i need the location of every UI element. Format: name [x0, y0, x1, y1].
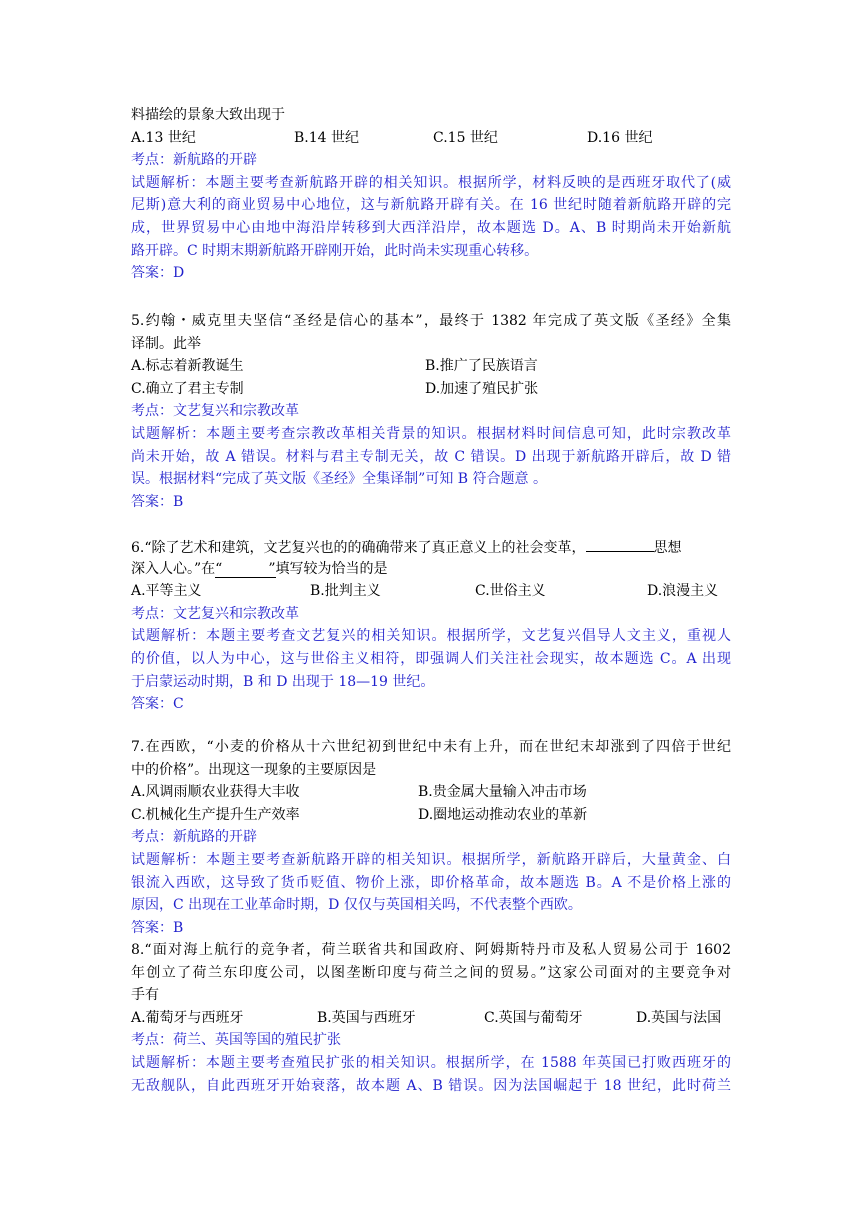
q4-option-a: A.13 世纪 — [131, 129, 196, 146]
q5-option-c: C.确立了君主专制 — [131, 380, 244, 397]
q8-options — [131, 1007, 731, 1030]
q4-analysis-line: 尼斯)意大利的商业贸易中心地位，这与新航路开辟有关。在 16 世纪时随着新航路开辟的完 — [131, 197, 731, 214]
question-6 — [131, 535, 731, 716]
q7-stem-line: 7.在西欧，“小麦的价格从十六世纪初到世纪中未有上升，而在世纪末却涨到了四倍于世纪 — [131, 739, 731, 755]
question-7 — [131, 736, 731, 939]
q6-quote-open: “ — [215, 560, 223, 577]
q8-stem-line: 年创立了荷兰东印度公司，以图垄断印度与荷兰之间的贸易。”这家公司面对的主要竞争对 — [131, 964, 731, 981]
q7-answer: 答案：B — [131, 919, 184, 936]
q4-point: 考点：新航路的开辟 — [131, 152, 257, 169]
q4-option-d: D.16 世纪 — [587, 129, 653, 146]
q7-analysis-line: 试题解析：本题主要考查新航路开辟的相关知识。根据所学，新航路开辟后，大量黄金、白 — [131, 851, 731, 868]
q5-stem-line: 5.约翰・威克里夫坚信“圣经是信心的基本”，最终于 1382 年完成了英文版《圣经》全集 — [131, 313, 731, 329]
q6-option-d: D.浪漫主义 — [647, 583, 719, 600]
q8-option-b: B.英国与西班牙 — [317, 1009, 416, 1026]
q4-analysis-line: 成，世界贸易中心由地中海沿岸转移到大西洋沿岸，故本题选 D。A、B 时期尚未开始新航 — [131, 219, 731, 236]
q6-stem-line — [131, 558, 731, 581]
q5-analysis-line: 尚未开始，故 A 错误。材料与君主专制无关，故 C 错误。D 出现于新航路开辟后，故 D 错 — [131, 448, 731, 465]
q6-stem-text: 思想 — [653, 540, 682, 556]
q6-answer: 答案：C — [131, 696, 184, 713]
q7-options — [131, 781, 731, 804]
q5-options — [131, 378, 731, 401]
q7-analysis-line: 原因，C 出现在工业革命时期，D 仅仅与英国相关吗，不代表整个西欧。 — [131, 897, 582, 914]
q7-option-b: B.贵金属大量输入冲击市场 — [418, 784, 587, 801]
q4-analysis-line: 试题解析：本题主要考查新航路开辟的相关知识。根据所学，材料反映的是西班牙取代了(威 — [131, 174, 731, 191]
q5-analysis-line: 试题解析：本题主要考查宗教改革相关背景的知识。根据材料时间信息可知，此时宗教改革 — [131, 425, 731, 442]
q6-quoted-blank — [215, 561, 275, 578]
question-5 — [131, 310, 731, 513]
q4-option-b: B.14 世纪 — [294, 129, 360, 146]
q6-option-c: C.世俗主义 — [475, 583, 546, 600]
q8-analysis-line: 试题解析：本题主要考查殖民扩张的相关知识。根据所学，在 1588 年英国已打败西班牙的 — [131, 1054, 731, 1071]
q7-option-a: A.风调雨顺农业获得大丰收 — [131, 784, 300, 801]
q4-stem: 料描绘的景象大致出现于 — [131, 107, 285, 123]
q4-answer: 答案：D — [131, 265, 185, 282]
q7-option-d: D.圈地运动推动农业的革新 — [418, 806, 588, 823]
q7-analysis-line: 银流入西欧，这导致了货币贬值、物价上涨，即价格革命，故本题选 B。A 不是价格上涨的 — [131, 874, 731, 891]
q7-option-c: C.机械化生产提升生产效率 — [131, 806, 300, 823]
q5-analysis-line: 误。根据材料“完成了英文版《圣经》全集译制”可知 B 符合题意 。 — [131, 471, 547, 488]
q5-options — [131, 355, 731, 378]
q8-analysis-line: 无敌舰队，自此西班牙开始衰落，故本题 A、B 错误。因为法国崛起于 18 世纪，此时荷兰 — [131, 1077, 731, 1094]
q7-stem-line: 中的价格”。出现这一现象的主要原因是 — [131, 761, 377, 778]
q5-option-d: D.加速了殖民扩张 — [425, 380, 539, 397]
q6-quote-close: ” — [268, 560, 276, 577]
q8-option-d: D.英国与法国 — [636, 1009, 722, 1026]
q5-point: 考点：文艺复兴和宗教改革 — [131, 403, 299, 420]
question-4 — [131, 104, 731, 285]
q6-options — [131, 580, 731, 603]
q5-stem-line: 译制。此举 — [131, 335, 201, 352]
q8-stem-line: 手有 — [131, 987, 159, 1004]
q6-analysis-line: 于启蒙运动时期，B 和 D 出现于 18—19 世纪。 — [131, 673, 435, 690]
q4-option-c: C.15 世纪 — [433, 129, 498, 146]
q6-option-b: B.批判主义 — [310, 583, 381, 600]
q6-stem-text: 深入人心。”在 — [131, 560, 216, 577]
q5-answer: 答案：B — [131, 493, 184, 510]
q8-point: 考点：荷兰、英国等国的殖民扩张 — [131, 1032, 341, 1049]
q4-analysis-line: 路开辟。C 时期末期新航路开辟刚开始，此时尚未实现重心转移。 — [131, 242, 539, 259]
q5-option-a: A.标志着新教诞生 — [131, 358, 244, 375]
q7-point: 考点：新航路的开辟 — [131, 829, 257, 846]
q6-blank — [586, 535, 654, 552]
q8-option-c: C.英国与葡萄牙 — [484, 1009, 583, 1026]
question-8 — [131, 939, 731, 1097]
q8-stem-line: 8.“面对海上航行的竞争者，荷兰联省共和国政府、阿姆斯特丹市及私人贸易公司于 1602 — [131, 942, 731, 958]
q6-analysis-line: 试题解析：本题主要考查文艺复兴的相关知识。根据所学，文艺复兴倡导人文主义，重视人 — [131, 628, 731, 645]
q6-stem-text: 6.“除了艺术和建筑，文艺复兴也的的确确带来了真正意义上的社会变革， — [131, 540, 586, 556]
q4-options — [131, 127, 731, 150]
q6-point: 考点：文艺复兴和宗教改革 — [131, 605, 299, 622]
q6-stem-text: 填写较为恰当的是 — [275, 560, 388, 577]
q5-option-b: B.推广了民族语言 — [425, 358, 538, 375]
q6-analysis-line: 的价值，以人为中心，这与世俗主义相符，即强调人们关注社会现实，故本题选 C。A 出现 — [131, 650, 731, 667]
q6-stem-line — [131, 535, 731, 558]
q8-option-a: A.葡萄牙与西班牙 — [131, 1009, 244, 1026]
q6-option-a: A.平等主义 — [131, 583, 202, 600]
q7-options — [131, 804, 731, 827]
